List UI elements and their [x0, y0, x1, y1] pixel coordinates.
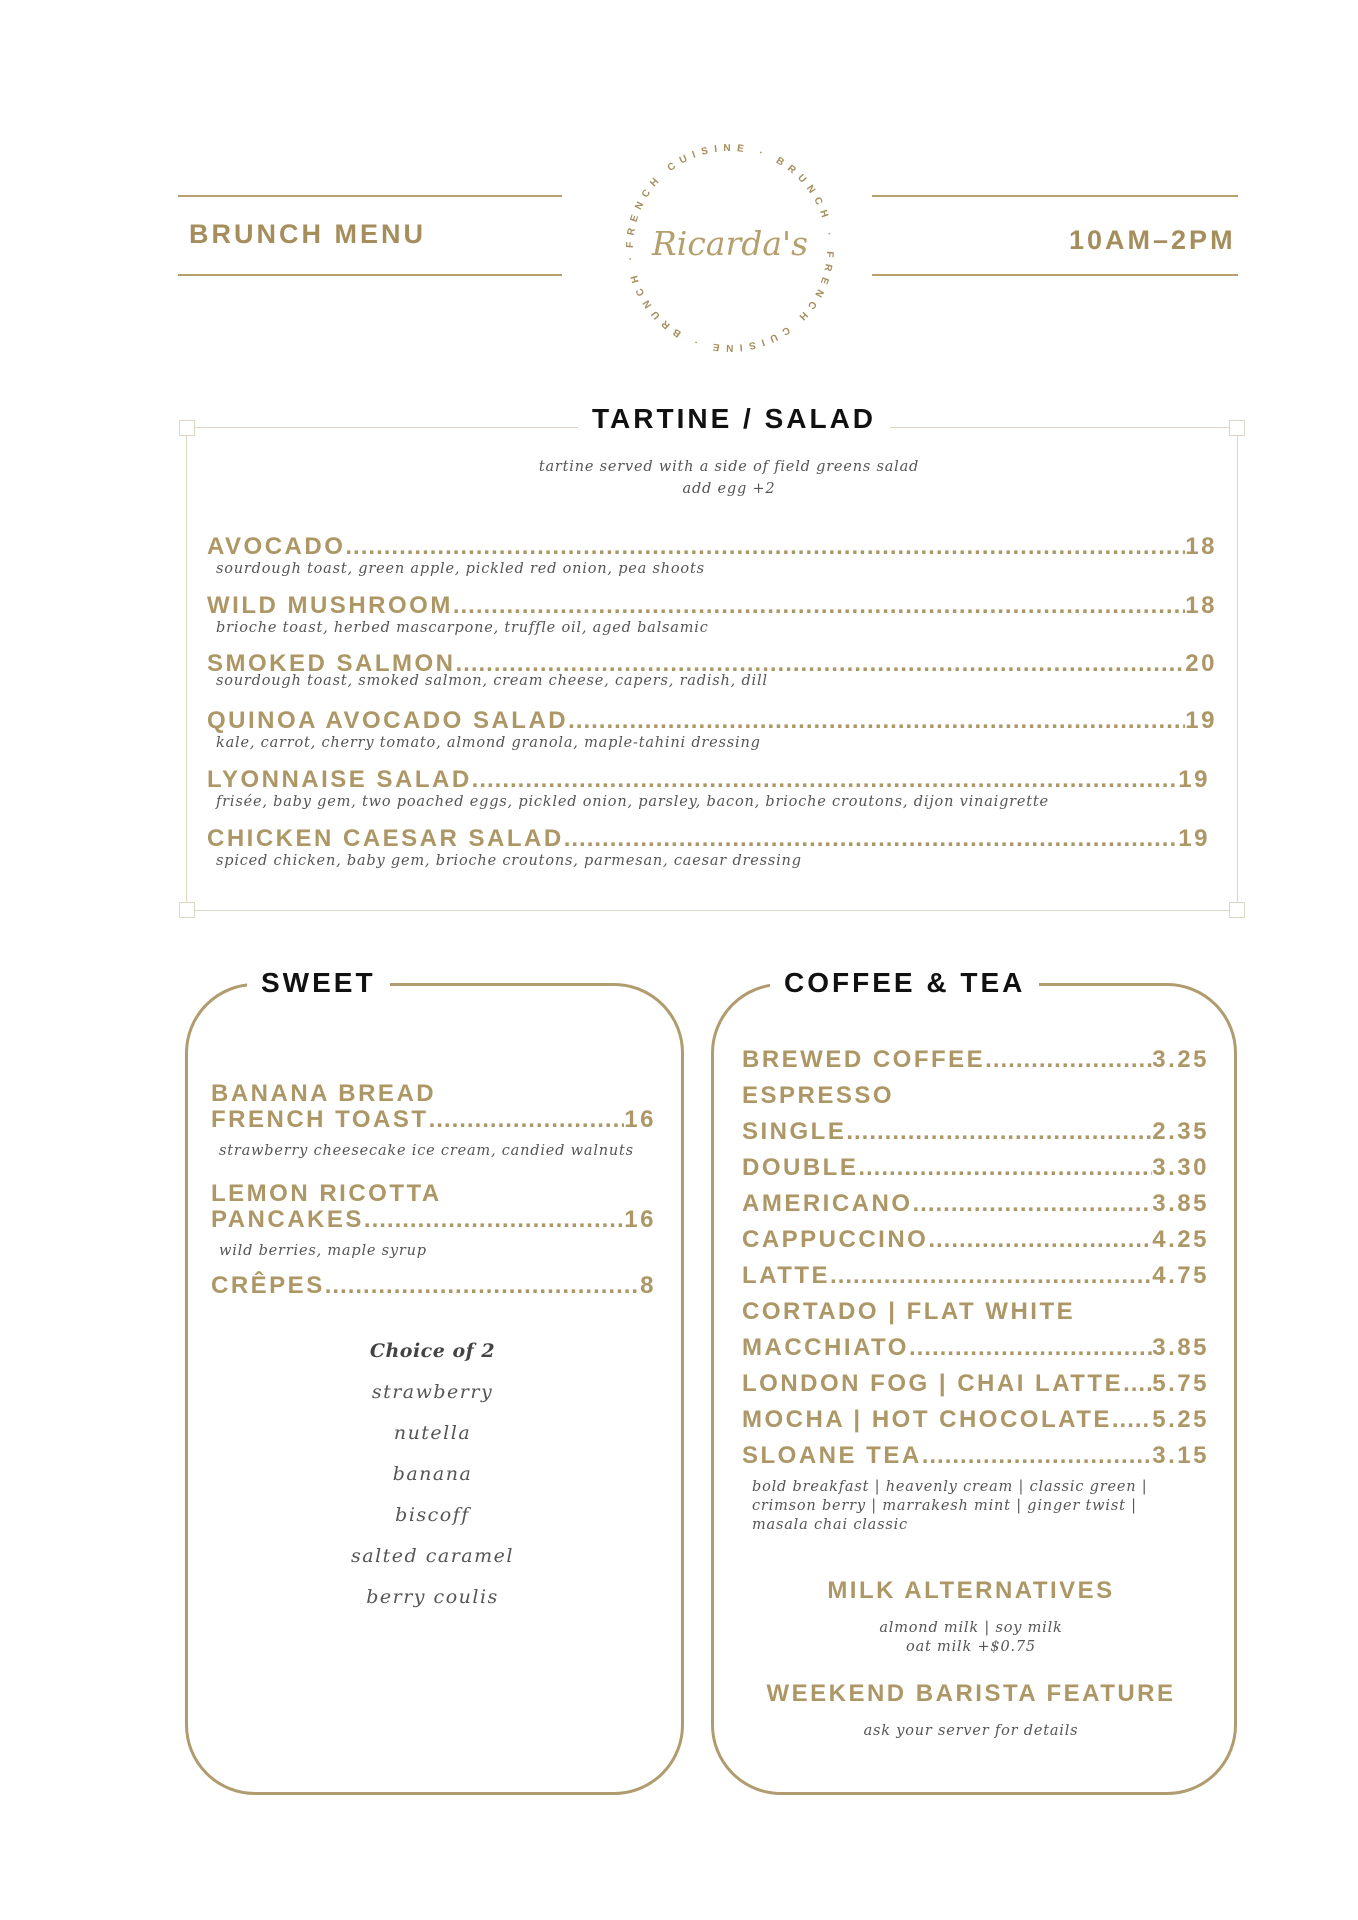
item-price: 19 — [1178, 825, 1210, 852]
item-price: 3.15 — [1152, 1442, 1209, 1469]
item-price: 5.75 — [1152, 1370, 1209, 1397]
menu-item-london-fog-chai-latte — [742, 1370, 1209, 1406]
item-price: 2.35 — [1152, 1118, 1209, 1145]
feature-note: ask your server for details — [863, 1723, 1079, 1739]
menu-item-americano — [742, 1190, 1209, 1226]
menu-item-crepes — [211, 1273, 656, 1299]
item-name: MOCHA | HOT CHOCOLATE — [742, 1406, 1112, 1433]
choice-option: salted caramel — [351, 1545, 514, 1567]
item-name: WILD MUSHROOM — [207, 592, 453, 619]
menu-item-lyonnaise-salad — [207, 766, 1210, 810]
item-price: 16 — [624, 1106, 656, 1133]
sweet-title: SWEET — [247, 967, 390, 999]
menu-item-chicken-caesar-salad — [207, 825, 1210, 869]
leader-dots — [345, 533, 1185, 561]
leader-dots — [568, 707, 1185, 735]
item-price: 18 — [1185, 533, 1217, 560]
leader-dots — [858, 1154, 1152, 1182]
feature-heading: WEEKEND BARISTA FEATURE — [766, 1680, 1176, 1707]
tea-desc-line3: masala chai classic — [752, 1517, 908, 1533]
item-price: 5.25 — [1152, 1406, 1209, 1433]
item-price: 19 — [1185, 707, 1217, 734]
ricardas-logo — [605, 123, 855, 373]
item-description: wild berries, maple syrup — [219, 1243, 427, 1259]
item-name: MACCHIATO — [742, 1334, 909, 1361]
item-description: brioche toast, herbed mascarpone, truffle oil, aged balsamic — [216, 620, 709, 636]
item-description: spiced chicken, baby gem, brioche croutons, parmesan, caesar dressing — [216, 853, 802, 869]
item-price: 18 — [1185, 592, 1217, 619]
item-name: SINGLE — [742, 1118, 847, 1145]
item-name: BREWED COFFEE — [742, 1046, 986, 1073]
choice-heading: Choice of 2 — [369, 1340, 496, 1362]
item-name: CHICKEN CAESAR SALAD — [207, 825, 564, 852]
tea-desc-line1: bold breakfast | heavenly cream | classic green | — [752, 1479, 1148, 1495]
item-price: 3.25 — [1152, 1046, 1209, 1073]
item-name-line2: PANCAKES — [211, 1206, 364, 1233]
menu-item-smoked-salmon — [207, 650, 1217, 689]
item-price: 3.30 — [1152, 1154, 1209, 1181]
milk-heading: MILK ALTERNATIVES — [827, 1577, 1115, 1604]
item-price: 4.75 — [1152, 1262, 1209, 1289]
header-right-top-rule — [872, 195, 1238, 197]
item-price: 8 — [640, 1272, 656, 1299]
menu-item-macchiato — [742, 1334, 1209, 1370]
leader-dots — [1123, 1370, 1152, 1398]
item-name-line1: LEMON RICOTTA — [211, 1180, 442, 1207]
item-name: CAPPUCCINO — [742, 1226, 929, 1253]
leader-dots — [913, 1190, 1153, 1218]
item-name: LONDON FOG | CHAI LATTE — [742, 1370, 1124, 1397]
logo-name: Ricarda's — [651, 224, 809, 263]
tea-desc-line2: crimson berry | marrakesh mint | ginger twist | — [752, 1498, 1137, 1514]
menu-item-espresso: ESPRESSO — [742, 1082, 895, 1109]
milk-alternatives — [711, 1577, 1231, 1657]
item-name: DOUBLE — [742, 1154, 859, 1181]
item-price: 20 — [1185, 650, 1217, 677]
leader-dots — [909, 1334, 1152, 1362]
leader-dots — [985, 1046, 1152, 1074]
frame-corner — [179, 902, 195, 918]
leader-dots — [325, 1273, 640, 1299]
item-name: AVOCADO — [207, 533, 346, 560]
header-right-bottom-rule — [872, 274, 1238, 276]
menu-item-brewed-coffee — [742, 1046, 1209, 1082]
choice-option: nutella — [393, 1422, 472, 1444]
tartine-note-line1: tartine served with a side of field greens salad — [538, 459, 920, 475]
item-name: QUINOA AVOCADO SALAD — [207, 707, 569, 734]
menu-item-cortado-flat-white: CORTADO | FLAT WHITE — [742, 1298, 1076, 1325]
leader-dots — [564, 825, 1179, 853]
menu-item-banana-bread-french-toast — [211, 1081, 656, 1159]
item-name: CRÊPES — [211, 1272, 325, 1299]
leader-dots — [922, 1442, 1153, 1470]
header-left-top-rule — [178, 195, 562, 197]
leader-dots — [830, 1262, 1152, 1290]
item-name: LATTE — [742, 1262, 831, 1289]
leader-dots — [364, 1207, 624, 1233]
menu-item-avocado — [207, 533, 1217, 577]
item-name: SMOKED SALMON — [207, 650, 456, 677]
leader-dots — [472, 766, 1179, 794]
item-name: LYONNAISE SALAD — [207, 766, 472, 793]
item-description: strawberry cheesecake ice cream, candied walnuts — [219, 1143, 634, 1159]
choice-option: berry coulis — [366, 1586, 499, 1608]
item-description: frisée, baby gem, two poached eggs, pickled onion, parsley, bacon, brioche croutons, dijon vinaigrette — [216, 794, 1049, 810]
frame-corner — [179, 420, 195, 436]
menu-item-sloane-tea — [742, 1442, 1209, 1478]
tea-flavors-description — [752, 1478, 1209, 1535]
choice-option: biscoff — [395, 1504, 470, 1526]
frame-corner — [1229, 420, 1245, 436]
item-name: SLOANE TEA — [742, 1442, 922, 1469]
item-name: AMERICANO — [742, 1190, 913, 1217]
item-price: 4.25 — [1152, 1226, 1209, 1253]
choice-option: strawberry — [371, 1381, 494, 1403]
leader-dots — [453, 592, 1185, 620]
item-name-line2: FRENCH TOAST — [211, 1106, 429, 1133]
item-name-line1: BANANA BREAD — [211, 1080, 437, 1107]
menu-item-latte — [742, 1262, 1209, 1298]
milk-line2: oat milk +$0.75 — [906, 1639, 1036, 1655]
menu-item-wild-mushroom — [207, 592, 1217, 636]
menu-item-mocha-hot-chocolate — [742, 1406, 1209, 1442]
choice-option: banana — [392, 1463, 473, 1485]
item-description: kale, carrot, cherry tomato, almond granola, maple-tahini dressing — [216, 735, 761, 751]
menu-item-quinoa-avocado-salad — [207, 707, 1217, 751]
leader-dots — [429, 1107, 625, 1133]
menu-item-lemon-ricotta-pancakes — [211, 1181, 656, 1259]
tartine-note-line2: add egg +2 — [682, 481, 776, 497]
item-price: 19 — [1178, 766, 1210, 793]
frame-corner — [1229, 902, 1245, 918]
brunch-menu-label: BRUNCH MENU — [189, 219, 426, 249]
leader-dots — [1112, 1406, 1152, 1434]
weekend-barista-feature — [711, 1680, 1231, 1741]
leader-dots — [928, 1226, 1152, 1254]
leader-dots — [846, 1118, 1152, 1146]
item-price: 16 — [624, 1206, 656, 1233]
item-price: 3.85 — [1152, 1334, 1209, 1361]
crepe-choices — [185, 1340, 680, 1608]
coffee-tea-title: COFFEE & TEA — [770, 967, 1039, 999]
tartine-note — [486, 456, 972, 500]
menu-item-double — [742, 1154, 1209, 1190]
header-left-bottom-rule — [178, 274, 562, 276]
item-price: 3.85 — [1152, 1190, 1209, 1217]
hours-label: 10AM–2PM — [1069, 225, 1236, 255]
item-description: sourdough toast, smoked salmon, cream cheese, capers, radish, dill — [216, 673, 768, 689]
coffee-list — [742, 1046, 1209, 1535]
logo-ring-text: FRENCH CUISINE · BRUNCH · FRENCH CUISINE · BRUNCH · — [624, 142, 836, 354]
menu-item-single — [742, 1118, 1209, 1154]
menu-item-cappuccino — [742, 1226, 1209, 1262]
milk-line1: almond milk | soy milk — [879, 1620, 1063, 1636]
item-description: sourdough toast, green apple, pickled red onion, pea shoots — [216, 561, 705, 577]
tartine-section-title: TARTINE / SALAD — [578, 403, 890, 435]
